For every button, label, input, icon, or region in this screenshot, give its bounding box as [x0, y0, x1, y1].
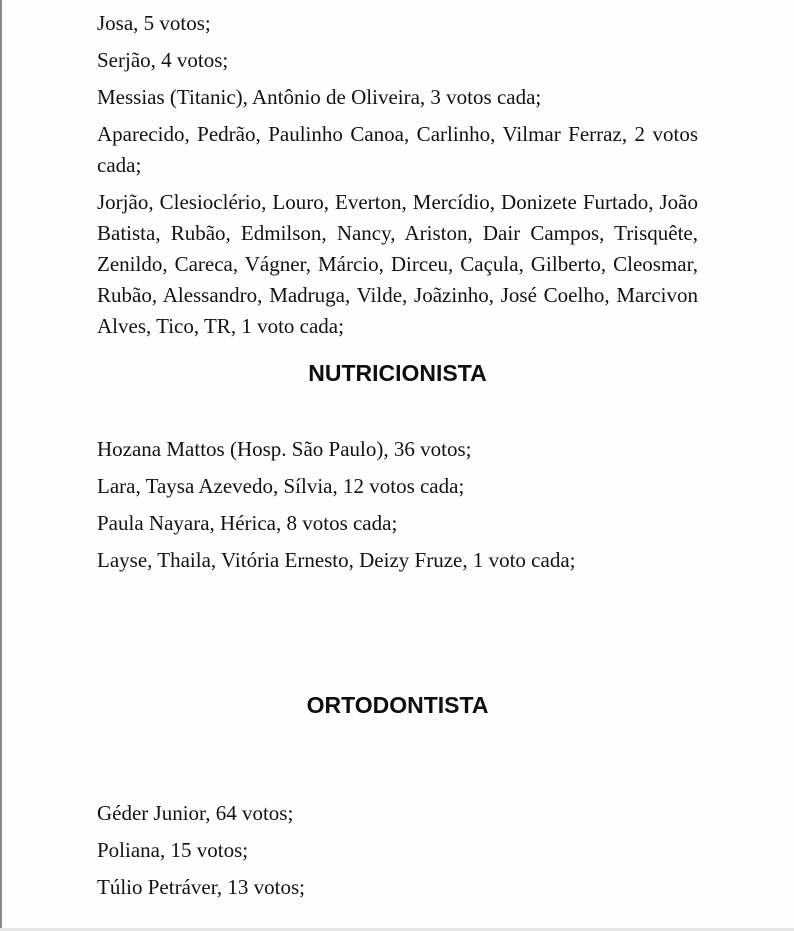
- blank-line-spacer: [97, 395, 698, 434]
- vote-result-line: Túlio Petráver, 13 votos;: [97, 875, 305, 899]
- vote-result-line: Serjão, 4 votos;: [97, 48, 229, 72]
- vote-result-line: Hozana Mattos (Hosp. São Paulo), 36 votos;: [97, 437, 472, 461]
- vote-result-line: Paula Nayara, Hérica, 8 votos cada;: [97, 511, 398, 535]
- vote-result-line: Layse, Thaila, Vitória Ernesto, Deizy Fruze, 1 voto cada;: [97, 548, 576, 572]
- vote-result-line: Lara, Taysa Azevedo, Sílvia, 12 votos cada;: [97, 474, 465, 498]
- vote-result-line: Jorjão, Clesioclério, Louro, Everton, Mercídio, Donizete Furtado, João Batista, Rubão, Edmilson, Nancy, Ariston, Dair Campos, Trisquête, Zenildo, Careca, Vágner, Márcio, Dirceu, Caçula, Gilberto, Cleosmar, Rubão, Alessandro, Madruga, Vilde, Joãzinho, José Coelho, Marcivon Alves, Tico, TR, 1 voto cada;: [97, 190, 698, 338]
- vote-result-line: Géder Junior, 64 votos;: [97, 801, 294, 825]
- vote-result-line: Messias (Titanic), Antônio de Oliveira, 3 votos cada;: [97, 85, 542, 109]
- vote-result-line: Poliana, 15 votos;: [97, 838, 249, 862]
- vote-result-line: Josa, 5 votos;: [97, 11, 211, 35]
- section-heading-ortodontista: ORTODONTISTA: [306, 692, 489, 718]
- page-left-edge-line: [0, 0, 2, 931]
- vote-result-line: Aparecido, Pedrão, Paulinho Canoa, Carlinho, Vilmar Ferraz, 2 votos cada;: [97, 122, 698, 177]
- section-heading-nutricionista: NUTRICIONISTA: [308, 360, 487, 386]
- blank-line-spacer: [97, 727, 698, 798]
